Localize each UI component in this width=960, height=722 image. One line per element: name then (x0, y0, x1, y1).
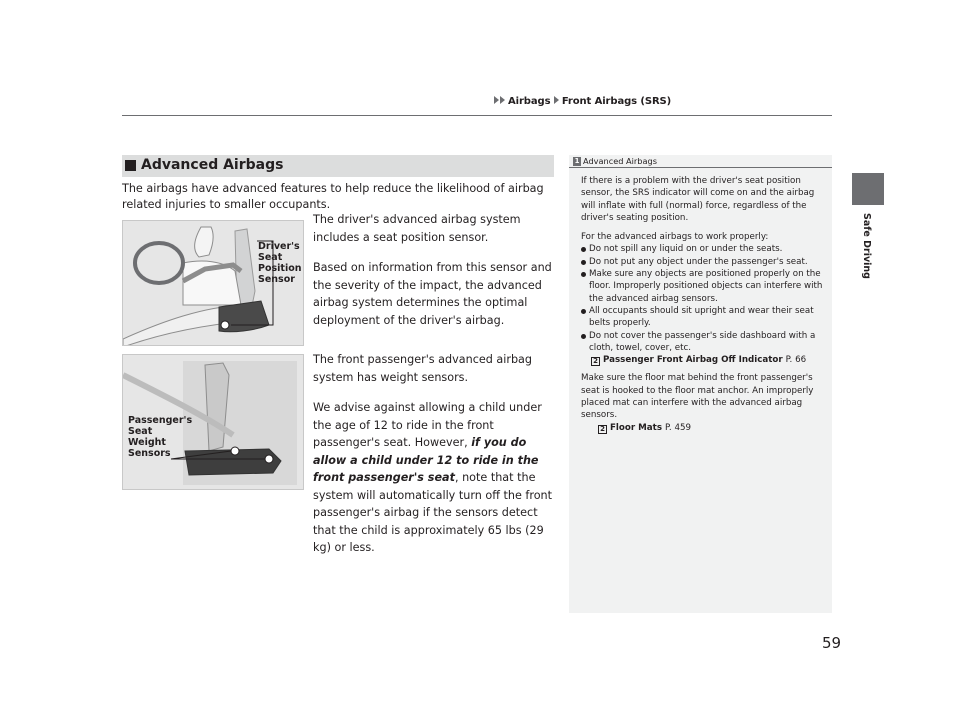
list-item: All occupants should sit upright and wear their seat belts properly. (581, 305, 827, 330)
paragraph-child-warning: We advise against allowing a child under the age of 12 to ride in the front passenger's seat. However, if you do allow a child under 12 to ride in the front passenger's seat, note that the system will automatically turn off the front passenger's airbag if the sensors detect that the child is approximately 65 lbs (29 kg) or less. (313, 401, 553, 554)
reference-arrow-icon: 2 (598, 425, 607, 434)
note-paragraph: If there is a problem with the driver's seat position sensor, the SRS indicator will come on and the airbag will inflate with full (normal) force, regardless of the driver's seating position. (581, 176, 815, 223)
note-bullet-list (581, 243, 827, 354)
note-header (569, 155, 832, 168)
chapter-tab-text: Safe Driving (861, 213, 872, 279)
driver-seat-illustration (122, 220, 304, 346)
section-heading-bar (122, 155, 554, 177)
note-panel (569, 155, 832, 613)
driver-callout: Driver's Seat Position Sensor (258, 241, 302, 285)
list-item: Do not spill any liquid on or under the seats. (581, 243, 827, 255)
child-warning-emphasis: if you do allow a child under 12 to ride in the front passenger's seat (313, 436, 539, 484)
note-index-icon: 1 (574, 157, 580, 165)
breadcrumb-arrow-icon (500, 96, 505, 104)
passenger-seat-illustration (122, 354, 304, 490)
list-item: Make sure any objects are positioned properly on the floor. Improperly positioned objects can interfere with the advanced airbag sensors. (581, 268, 827, 305)
section-square-icon (125, 160, 136, 171)
list-item: Do not put any object under the passenger's seat. (581, 256, 827, 268)
breadcrumb-arrow-icon (554, 96, 559, 104)
passenger-airbag-indicator-link[interactable]: 2 Passenger Front Airbag Off Indicator P. 66 (591, 354, 827, 366)
note-paragraph: For the advanced airbags to work properly: (581, 232, 769, 243)
chapter-tab-label (860, 213, 874, 283)
header-divider (122, 115, 832, 116)
reference-arrow-icon: 2 (591, 357, 600, 366)
breadcrumb-airbags[interactable]: Airbags (508, 96, 551, 107)
breadcrumb (494, 96, 671, 107)
paragraph-driver-sensor: The driver's advanced airbag system includes a seat position sensor. (313, 213, 521, 244)
note-title: Advanced Airbags (583, 156, 657, 166)
note-body (581, 175, 827, 434)
page-number: 59 (822, 634, 842, 652)
paragraph-deployment: Based on information from this sensor and the severity of the impact, the advanced airbag system determines the optimal deployment of the driver's airbag. (313, 261, 552, 327)
passenger-callout: Passenger's Seat Weight Sensors (128, 415, 193, 459)
breadcrumb-front-airbags[interactable]: Front Airbags (SRS) (561, 96, 672, 107)
list-item: Do not cover the passenger's side dashboard with a cloth, towel, cover, etc. (581, 330, 827, 355)
section-title: Advanced Airbags (141, 157, 284, 173)
breadcrumb-arrow-icon (494, 96, 499, 104)
note-paragraph: Make sure the floor mat behind the front passenger's seat is hooked to the floor mat anchor. An improperly placed mat can interfere with the advanced airbag sensors. (581, 373, 814, 421)
intro-paragraph: The airbags have advanced features to help reduce the likelihood of airbag related injuries to smaller occupants. (122, 182, 544, 211)
chapter-tab-marker (852, 173, 884, 205)
paragraph-passenger-sensor: The front passenger's advanced airbag system has weight sensors. (313, 353, 533, 384)
floor-mats-link[interactable]: 2 Floor Mats P. 459 (598, 422, 827, 434)
